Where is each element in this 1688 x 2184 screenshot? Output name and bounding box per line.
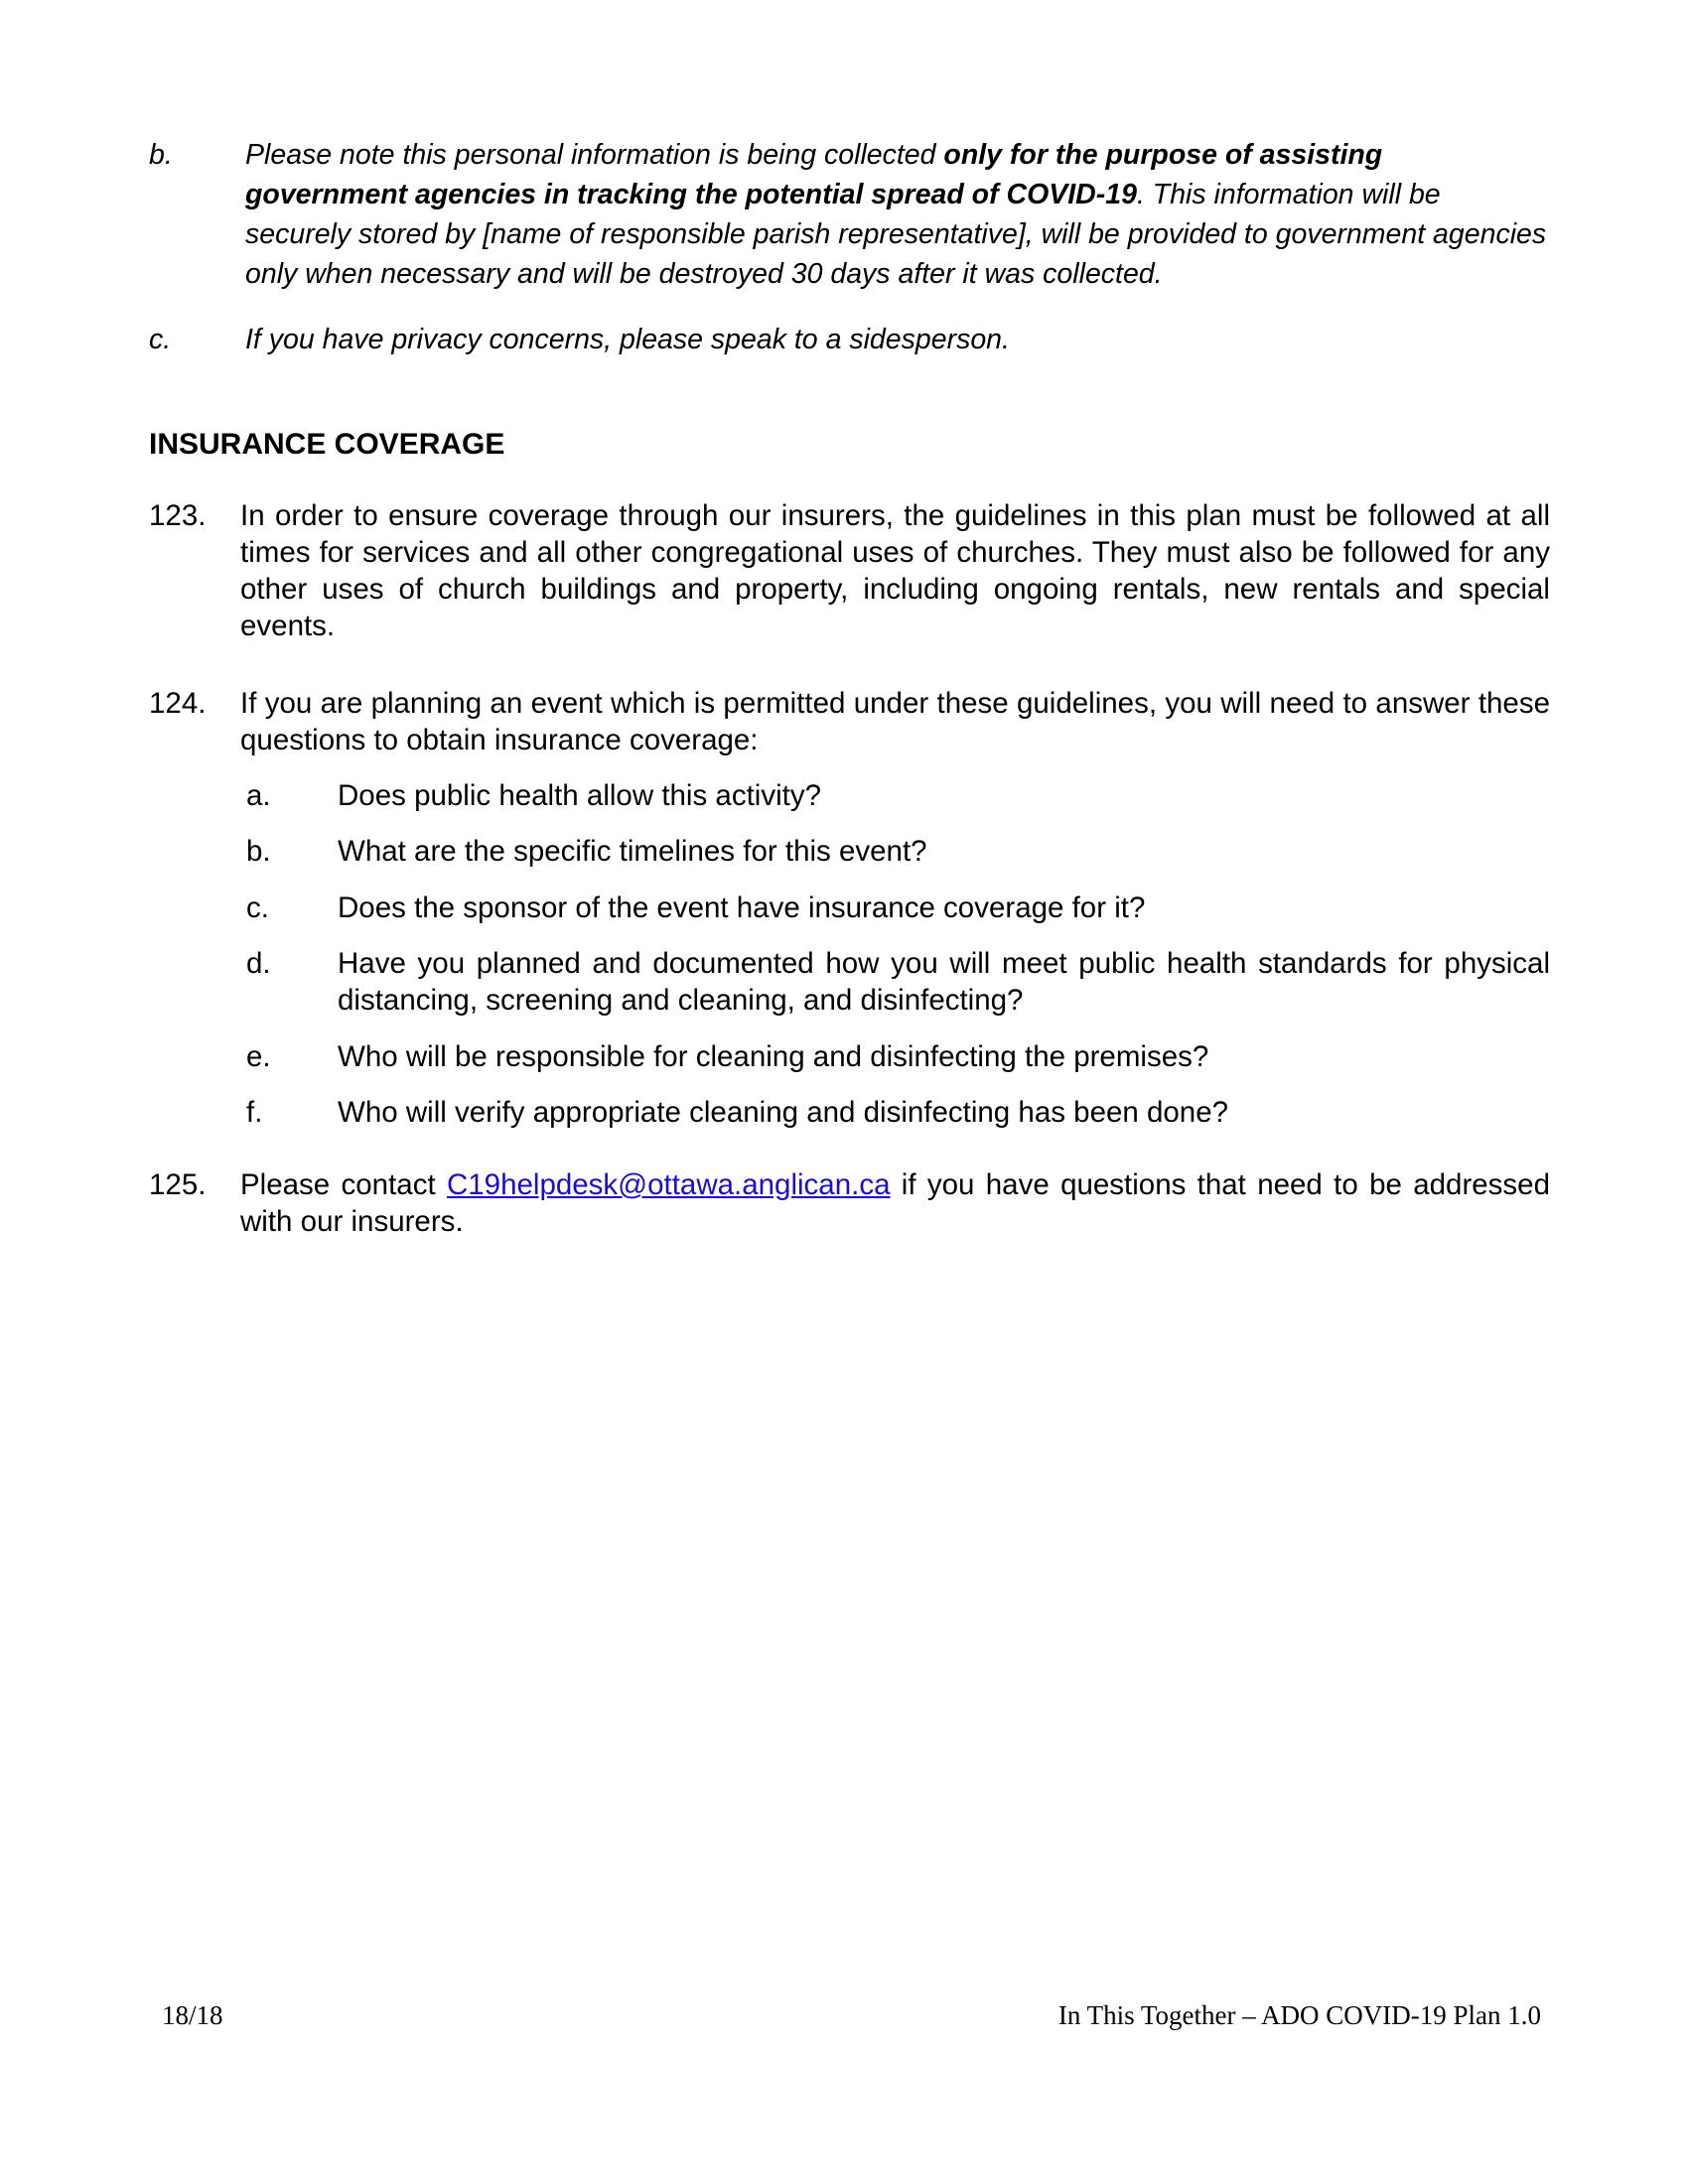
list-item [246, 833, 1550, 870]
paragraph-text [240, 1166, 1550, 1240]
paragraph-124 [149, 685, 1550, 758]
paragraph-number: 123. [149, 499, 207, 532]
list-item-text: Have you planned and documented how you will meet public health standards for physical distancing, screening and cleaning, and disinfecting? [338, 947, 1550, 1017]
privacy-notice-text [245, 135, 1549, 294]
page-number: 18/18 [162, 2000, 223, 2030]
paragraph-number: 125. [149, 1168, 207, 1201]
list-item-text: Does public health allow this activity? [338, 779, 821, 812]
section-heading: INSURANCE COVERAGE [149, 428, 505, 461]
paragraph-text: In order to ensure coverage through our insurers, the guidelines in this plan must be followed at all times for services and all other congregational uses of churches. They must also be followed for any other uses of church buildings and property, including ongoing rentals, new rentals and special events. [240, 499, 1550, 642]
list-item [246, 889, 1550, 926]
paragraph-text: If you are planning an event which is permitted under these guidelines, you will need to answer these questions to obtain insurance coverage: [240, 687, 1550, 756]
paragraph-123 [149, 497, 1550, 644]
list-marker: b. [246, 835, 271, 868]
contact-text-start: Please contact [240, 1168, 447, 1201]
list-item-text: Who will verify appropriate cleaning and disinfecting has been done? [338, 1096, 1229, 1129]
list-item-text: Does the sponsor of the event have insurance coverage for it? [338, 891, 1146, 924]
list-item [246, 945, 1550, 1019]
list-item-b [149, 135, 1549, 294]
list-marker: b. [149, 139, 173, 171]
notice-text-bold: only for the purpose of assisting government agencies in tracking the potential spread of COVID-19 [245, 139, 1383, 210]
list-item-c [149, 320, 1549, 359]
helpdesk-email-link[interactable]: C19helpdesk@ottawa.anglican.ca [446, 1168, 891, 1201]
list-item-text: What are the specific timelines for this event? [338, 835, 927, 868]
paragraph-number: 124. [149, 687, 207, 720]
list-item-text: Who will be responsible for cleaning and disinfecting the premises? [338, 1040, 1209, 1073]
list-item [246, 1038, 1550, 1075]
notice-text-start: Please note this personal information is being collected [245, 139, 944, 171]
list-marker: d. [246, 947, 271, 980]
privacy-concerns-text: If you have privacy concerns, please speak to a sidesperson. [245, 324, 1010, 355]
document-footer-title: In This Together – ADO COVID-19 Plan 1.0 [1057, 2000, 1541, 2030]
list-marker: e. [246, 1040, 271, 1073]
list-marker: a. [246, 779, 271, 812]
contact-text-end: if you have questions that need to be addressed with our insurers. [240, 1168, 1550, 1238]
list-marker: f. [246, 1096, 263, 1129]
notice-text-end: . This information will be securely stored by [name of responsible parish representative], will be provided to government agencies only when necessary and will be destroyed 30 days after it was collected. [245, 179, 1547, 290]
list-item [246, 1094, 1550, 1131]
list-marker: c. [246, 891, 269, 924]
paragraph-125 [149, 1166, 1550, 1240]
list-item [246, 777, 1550, 814]
list-marker: c. [149, 324, 172, 355]
